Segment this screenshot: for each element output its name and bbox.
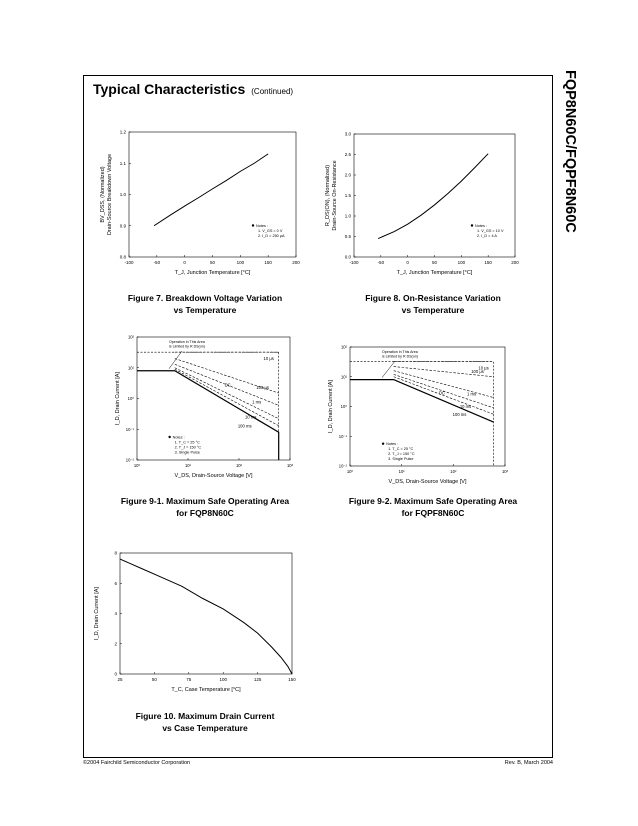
notes-text: 2. I_D = 4 A	[477, 234, 497, 238]
y-tick-label: 0	[114, 671, 117, 677]
x-tick-label: 0	[406, 260, 409, 265]
x-tick-label: 50	[209, 260, 216, 265]
caption-line: Figure 10. Maximum Drain Current	[135, 711, 275, 721]
y-tick-label: 0.8	[119, 254, 126, 260]
fig7-plot-frame	[129, 132, 296, 257]
x-tick-label: 150	[264, 260, 272, 265]
data-line	[120, 559, 292, 674]
curve-label: 100 ms	[452, 412, 467, 418]
y-tick-label: 10²	[340, 344, 347, 350]
caption-line: for FQP8N60C	[176, 508, 234, 518]
pulse-line	[175, 369, 279, 426]
region-label: is Limited by R DS(on)	[169, 344, 205, 349]
y-axis-label: Drain-Source Breakdown Voltage	[107, 153, 113, 236]
y-tick-label: 1.0	[344, 213, 351, 219]
caption-line: Figure 7. Breakdown Voltage Variation	[127, 293, 283, 303]
heading-text: Typical Characteristics	[93, 81, 246, 97]
x-tick-label: 125	[253, 677, 262, 682]
caption-line: Figure 9-1. Maximum Safe Operating Area	[120, 496, 290, 506]
curve-label: 10 μs	[478, 365, 489, 371]
x-tick-label: 10⁰	[346, 469, 354, 474]
notes-text: 1. V_GS = 10 V	[477, 229, 504, 233]
curve-label: DC	[438, 390, 445, 396]
x-tick-label: 10¹	[184, 463, 192, 468]
x-tick-label: 100	[236, 260, 245, 265]
notes-text: Notes :	[172, 435, 185, 440]
pulse-line	[175, 368, 279, 419]
curve-label: 1 ms	[252, 399, 262, 405]
notes-text: Notes :	[475, 224, 488, 228]
y-tick-label: 0.0	[344, 254, 351, 260]
x-tick-label: 200	[292, 260, 300, 265]
curve-label: 100 ms	[237, 423, 252, 429]
x-axis-label: T_C, Case Temperature [°C]	[171, 687, 241, 693]
y-axis-label: I_D, Drain Current [A]	[94, 587, 100, 640]
x-tick-label: 150	[288, 677, 296, 682]
footer-revision: Rev. B, March 2004	[504, 760, 553, 766]
notes-text: 1. T_C = 25 °C	[388, 447, 414, 452]
x-tick-label: 10²	[450, 469, 457, 474]
y-tick-label: 1.5	[344, 193, 351, 198]
x-tick-label: 0	[183, 260, 186, 265]
region-label: is Limited by R DS(on)	[382, 354, 418, 359]
y-tick-label: 0.9	[119, 223, 126, 229]
y-tick-label: 0.5	[344, 234, 351, 239]
caption-line: Figure 8. On-Resistance Variation	[365, 293, 501, 303]
data-line	[154, 154, 268, 226]
y-tick-label: 3.0	[344, 131, 351, 137]
x-tick-label: 10³	[286, 463, 294, 468]
x-axis-label: T_J, Junction Temperature [°C]	[174, 270, 251, 276]
x-tick-label: 10¹	[398, 469, 405, 474]
y-axis-label: I_D, Drain Current [A]	[328, 380, 334, 433]
notes-text: Notes :	[256, 224, 269, 228]
x-tick-label: 75	[186, 677, 192, 682]
y-axis-label: Drain-Source On-Resistance	[332, 160, 338, 231]
y-tick-label: 10⁻¹	[125, 426, 134, 432]
y-tick-label: 10⁻²	[125, 457, 134, 463]
notes-text: 3. Single Pulse	[174, 450, 200, 455]
y-tick-label: 4	[114, 611, 117, 616]
y-tick-label: 10⁰	[340, 404, 347, 409]
notes-bullet	[382, 443, 384, 445]
notes-text: Notes :	[386, 442, 399, 447]
notes-text: 1. T_C = 25 °C	[174, 440, 200, 445]
y-tick-label: 2.5	[344, 152, 351, 157]
curve-label: 10 ms	[459, 403, 472, 409]
x-tick-label: 50	[431, 260, 438, 265]
region-label: Operation in This Area	[382, 350, 418, 354]
heading-suffix: (Continued)	[251, 87, 294, 96]
x-tick-label: 10²	[235, 463, 243, 468]
y-tick-label: 6	[114, 580, 117, 586]
y-tick-label: 2.0	[344, 172, 351, 178]
notes-text: 2. T_J = 150 °C	[388, 452, 415, 457]
y-tick-label: 10¹	[127, 365, 134, 371]
x-tick-label: 10⁰	[133, 463, 141, 468]
notes-text: 3. Single Pulse	[388, 457, 414, 462]
x-tick-label: -100	[349, 260, 359, 265]
y-tick-label: 1.2	[119, 129, 126, 135]
x-tick-label: 150	[484, 260, 492, 265]
curve-label: 100 μs	[471, 368, 484, 374]
x-tick-label: 25	[117, 677, 123, 682]
x-axis-label: T_J, Junction Temperature [°C]	[396, 270, 473, 276]
y-tick-label: 10⁰	[127, 396, 134, 401]
y-tick-label: 10⁻²	[338, 463, 347, 469]
y-tick-label: 10⁻¹	[338, 433, 347, 439]
notes-text: 2. I_D = 250 μA	[258, 234, 285, 238]
x-tick-label: 200	[511, 260, 519, 265]
notes-bullet	[471, 224, 473, 226]
notes-bullet	[252, 224, 254, 226]
notes-text: 2. T_J = 150 °C	[174, 445, 202, 450]
x-tick-label: -50	[377, 260, 385, 265]
x-tick-label: 100	[219, 677, 227, 682]
curve-label: 10 μs	[263, 356, 274, 362]
notes-bullet	[168, 436, 170, 438]
side-title-text: FQP8N60C/FQPF8N60C	[562, 70, 578, 233]
y-tick-label: 1.1	[119, 160, 126, 166]
region-pointer	[382, 361, 395, 378]
x-tick-label: -100	[124, 260, 134, 265]
x-axis-label: V_DS, Drain-Source Voltage [V]	[388, 479, 467, 485]
y-tick-label: 8	[114, 550, 117, 556]
dc-line	[350, 380, 494, 422]
caption-line: for FQPF8N60C	[401, 508, 465, 518]
y-axis-label: R_DS(ON), (Normalized)	[325, 164, 331, 227]
x-tick-label: 50	[151, 677, 157, 682]
caption-line: vs Temperature	[173, 305, 237, 315]
curve-label: 100 μs	[256, 385, 270, 391]
x-tick-label: 10³	[501, 469, 509, 474]
caption-line: vs Case Temperature	[162, 723, 248, 733]
x-tick-label: -50	[153, 260, 161, 265]
y-axis-label: I_D, Drain Current [A]	[115, 372, 121, 425]
y-tick-label: 1.0	[119, 192, 126, 197]
y-tick-label: 2	[114, 641, 117, 647]
y-tick-label: 10¹	[340, 374, 347, 380]
caption-line: Figure 9-2. Maximum Safe Operating Area	[348, 496, 518, 506]
footer-copyright: ©2004 Fairchild Semiconductor Corporation	[83, 760, 191, 766]
y-axis-label: BV_DSS, (Normalized)	[100, 166, 106, 223]
x-axis-label: V_DS, Drain-Source Voltage [V]	[174, 473, 253, 479]
caption-line: vs Temperature	[401, 305, 465, 315]
y-tick-label: 10²	[127, 334, 134, 340]
region-label: Operation in This Area	[169, 340, 205, 344]
fig10-plot-frame	[120, 553, 292, 674]
curve-label: 10 ms	[244, 414, 257, 420]
x-tick-label: 100	[457, 260, 466, 265]
curve-label: 1 ms	[466, 391, 477, 397]
notes-text: 1. V_GS = 0 V	[258, 229, 283, 233]
curve-label: DC	[224, 382, 231, 388]
